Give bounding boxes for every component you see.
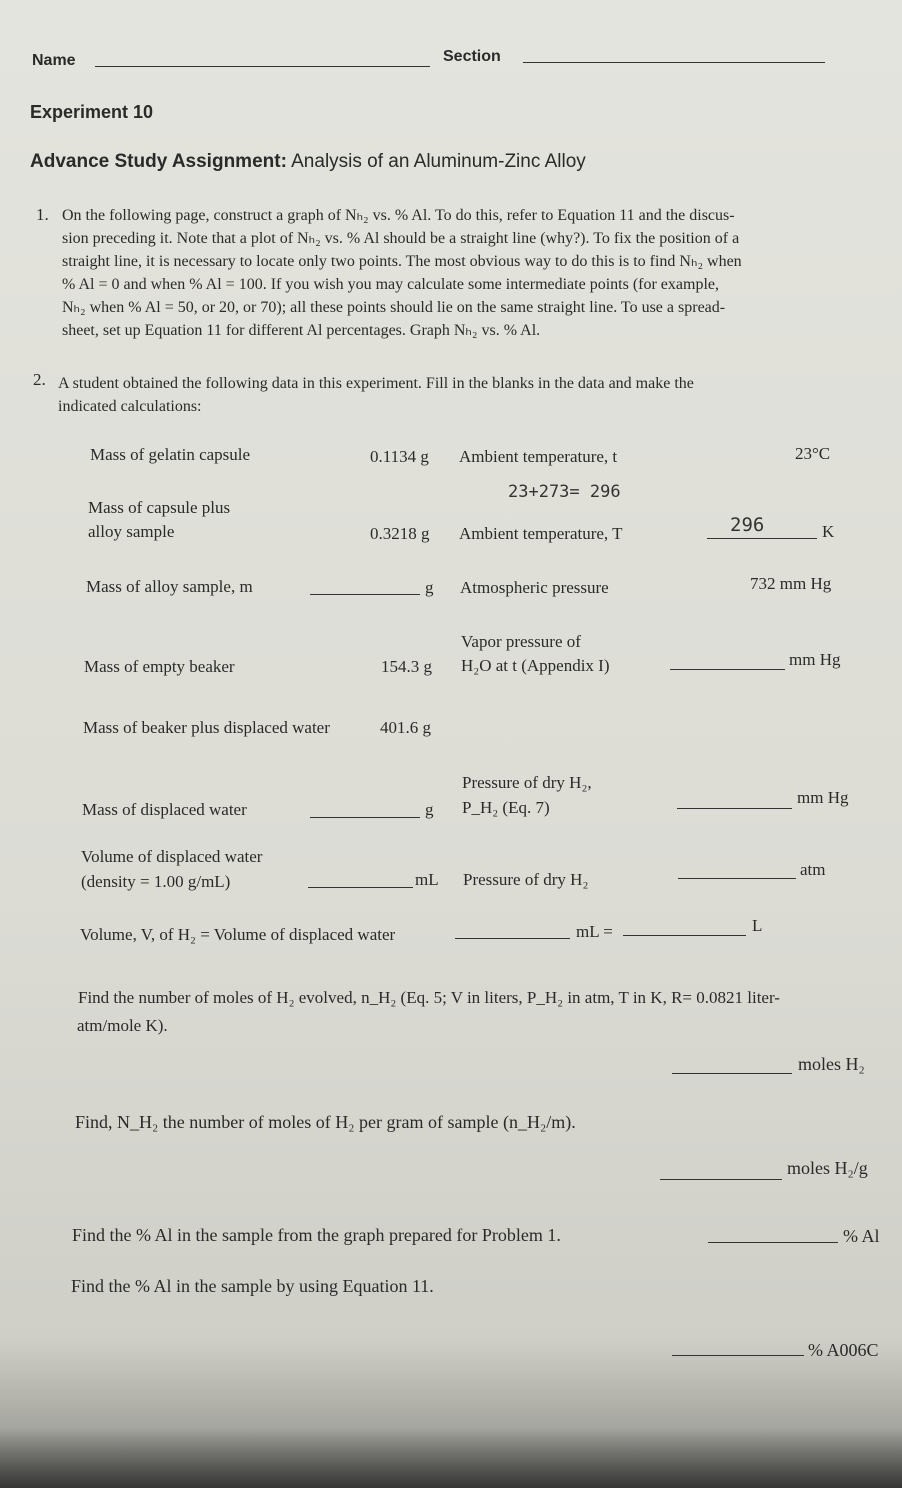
moles-text-2: atm/mole K).: [77, 1016, 168, 1035]
capsule-alloy-value: 0.3218 g: [370, 524, 430, 543]
dry-h2-field[interactable]: [677, 808, 792, 809]
graph-al-field[interactable]: [708, 1242, 838, 1243]
problem-1-line: sion preceding it. Note that a plot of Nₕ₂ vs. % Al should be a straight line (why?). To fix the position of a: [62, 230, 740, 247]
section-label: Section: [443, 48, 501, 65]
ambient-t-value: 23°C: [795, 444, 831, 463]
alloy-mass-field[interactable]: [310, 594, 420, 595]
problem-1-line: straight line, it is necessary to locate only two points. The most obvious way to do this is to find Nₕ₂ when: [62, 253, 742, 270]
vol-h2-ml-field[interactable]: [455, 938, 570, 939]
empty-beaker-label: Mass of empty beaker: [84, 657, 235, 676]
ambient-T-handwritten: 296: [730, 514, 765, 536]
vol-field[interactable]: [308, 887, 413, 888]
eq-al-text: Find the % Al in the sample by using Equation 11.: [71, 1276, 434, 1296]
problem-2-line: indicated calculations:: [58, 398, 202, 415]
name-field[interactable]: [95, 66, 430, 67]
displaced-mass-field[interactable]: [310, 817, 420, 818]
eq-al-field[interactable]: [672, 1355, 804, 1356]
ambient-T-unit: K: [822, 522, 835, 541]
vapor-unit: mm Hg: [789, 650, 841, 669]
atm-pressure-value: 732 mm Hg: [750, 574, 832, 593]
vol-h2-ml: mL =: [576, 922, 613, 941]
vol-h2-label: Volume, V, of H₂ = Volume of displaced water: [80, 925, 396, 944]
vapor-label-1: Vapor pressure of: [461, 632, 581, 651]
title-rest: Analysis of an Aluminum-Zinc Alloy: [286, 151, 586, 172]
atm-pressure-label: Atmospheric pressure: [460, 578, 609, 597]
beaker-water-value: 401.6 g: [380, 718, 431, 737]
empty-beaker-value: 154.3 g: [381, 657, 432, 676]
problem-1-line: Nₕ₂ when % Al = 50, or 20, or 70); all these points should lie on the same straight line. To use a spread-: [62, 299, 726, 316]
moles-field[interactable]: [672, 1073, 792, 1074]
vapor-field[interactable]: [670, 669, 785, 670]
ambient-t-label: Ambient temperature, t: [459, 447, 618, 466]
alloy-mass-label: Mass of alloy sample, m: [86, 577, 253, 596]
section-field[interactable]: [523, 62, 825, 63]
eq-al-unit: % A006C: [808, 1340, 879, 1360]
moles-text-1: Find the number of moles of H₂ evolved, n_H₂ (Eq. 5; V in liters, P_H₂ in atm, T in K, R= 0.0821 liter-: [78, 988, 780, 1007]
problem-2-line: A student obtained the following data in this experiment. Fill in the blanks in the data and make the: [58, 375, 694, 392]
dry-h2-label-1: Pressure of dry H₂,: [462, 773, 592, 792]
displaced-mass-label: Mass of displaced water: [82, 800, 247, 819]
dry-h2-atm-unit: atm: [800, 860, 826, 879]
dry-h2-label-2: P_H₂ (Eq. 7): [462, 798, 550, 817]
title-bold: Advance Study Assignment:: [30, 151, 287, 172]
vol-label-1: Volume of displaced water: [81, 847, 263, 866]
problem-1-number: 1.: [36, 205, 49, 224]
problem-2-text: [58, 372, 838, 418]
vapor-label-2: H₂O at t (Appendix I): [461, 656, 610, 675]
vol-label-2: (density = 1.00 g/mL): [81, 872, 231, 891]
nh2-text: Find, N_H₂ the number of moles of H₂ per gram of sample (n_H₂/m).: [75, 1112, 576, 1132]
name-label: Name: [32, 52, 76, 69]
graph-al-text: Find the % Al in the sample from the graph prepared for Problem 1.: [72, 1225, 561, 1245]
problem-1-line: % Al = 0 and when % Al = 100. If you wish you may calculate some intermediate points (for example,: [62, 276, 719, 293]
capsule-alloy-label-1: Mass of capsule plus: [88, 498, 231, 517]
moles-unit: moles H₂: [798, 1054, 865, 1074]
problem-1-line: sheet, set up Equation 11 for different Al percentages. Graph Nₕ₂ vs. % Al.: [62, 322, 541, 339]
alloy-mass-unit: g: [425, 578, 434, 597]
capsule-label: Mass of gelatin capsule: [90, 445, 251, 464]
handwritten-calc: 23+273= 296: [508, 482, 621, 502]
vol-unit: mL: [415, 870, 439, 889]
graph-al-unit: % Al: [843, 1226, 880, 1246]
capsule-alloy-label-2: alloy sample: [88, 522, 175, 541]
nh2-unit: moles H₂/g: [787, 1158, 868, 1178]
problem-1-line: On the following page, construct a graph of Nₕ₂ vs. % Al. To do this, refer to Equation 11 and the discus-: [62, 207, 735, 224]
vol-h2-l: L: [752, 916, 763, 935]
displaced-mass-unit: g: [425, 800, 434, 819]
problem-1-text: [62, 204, 832, 342]
page-title: [30, 151, 586, 173]
capsule-value: 0.1134 g: [370, 447, 429, 466]
page-bottom-shadow: [0, 1428, 902, 1488]
dry-h2-atm-label: Pressure of dry H₂: [463, 870, 589, 889]
vol-h2-l-field[interactable]: [623, 935, 746, 936]
beaker-water-label: Mass of beaker plus displaced water: [83, 718, 330, 737]
ambient-T-field[interactable]: [707, 538, 817, 539]
problem-2-number: 2.: [33, 370, 46, 389]
dry-h2-atm-field[interactable]: [678, 878, 796, 879]
dry-h2-unit: mm Hg: [797, 788, 849, 807]
ambient-T-label: Ambient temperature, T: [459, 524, 623, 543]
nh2-field[interactable]: [660, 1179, 782, 1180]
experiment-number: Experiment 10: [30, 102, 154, 122]
